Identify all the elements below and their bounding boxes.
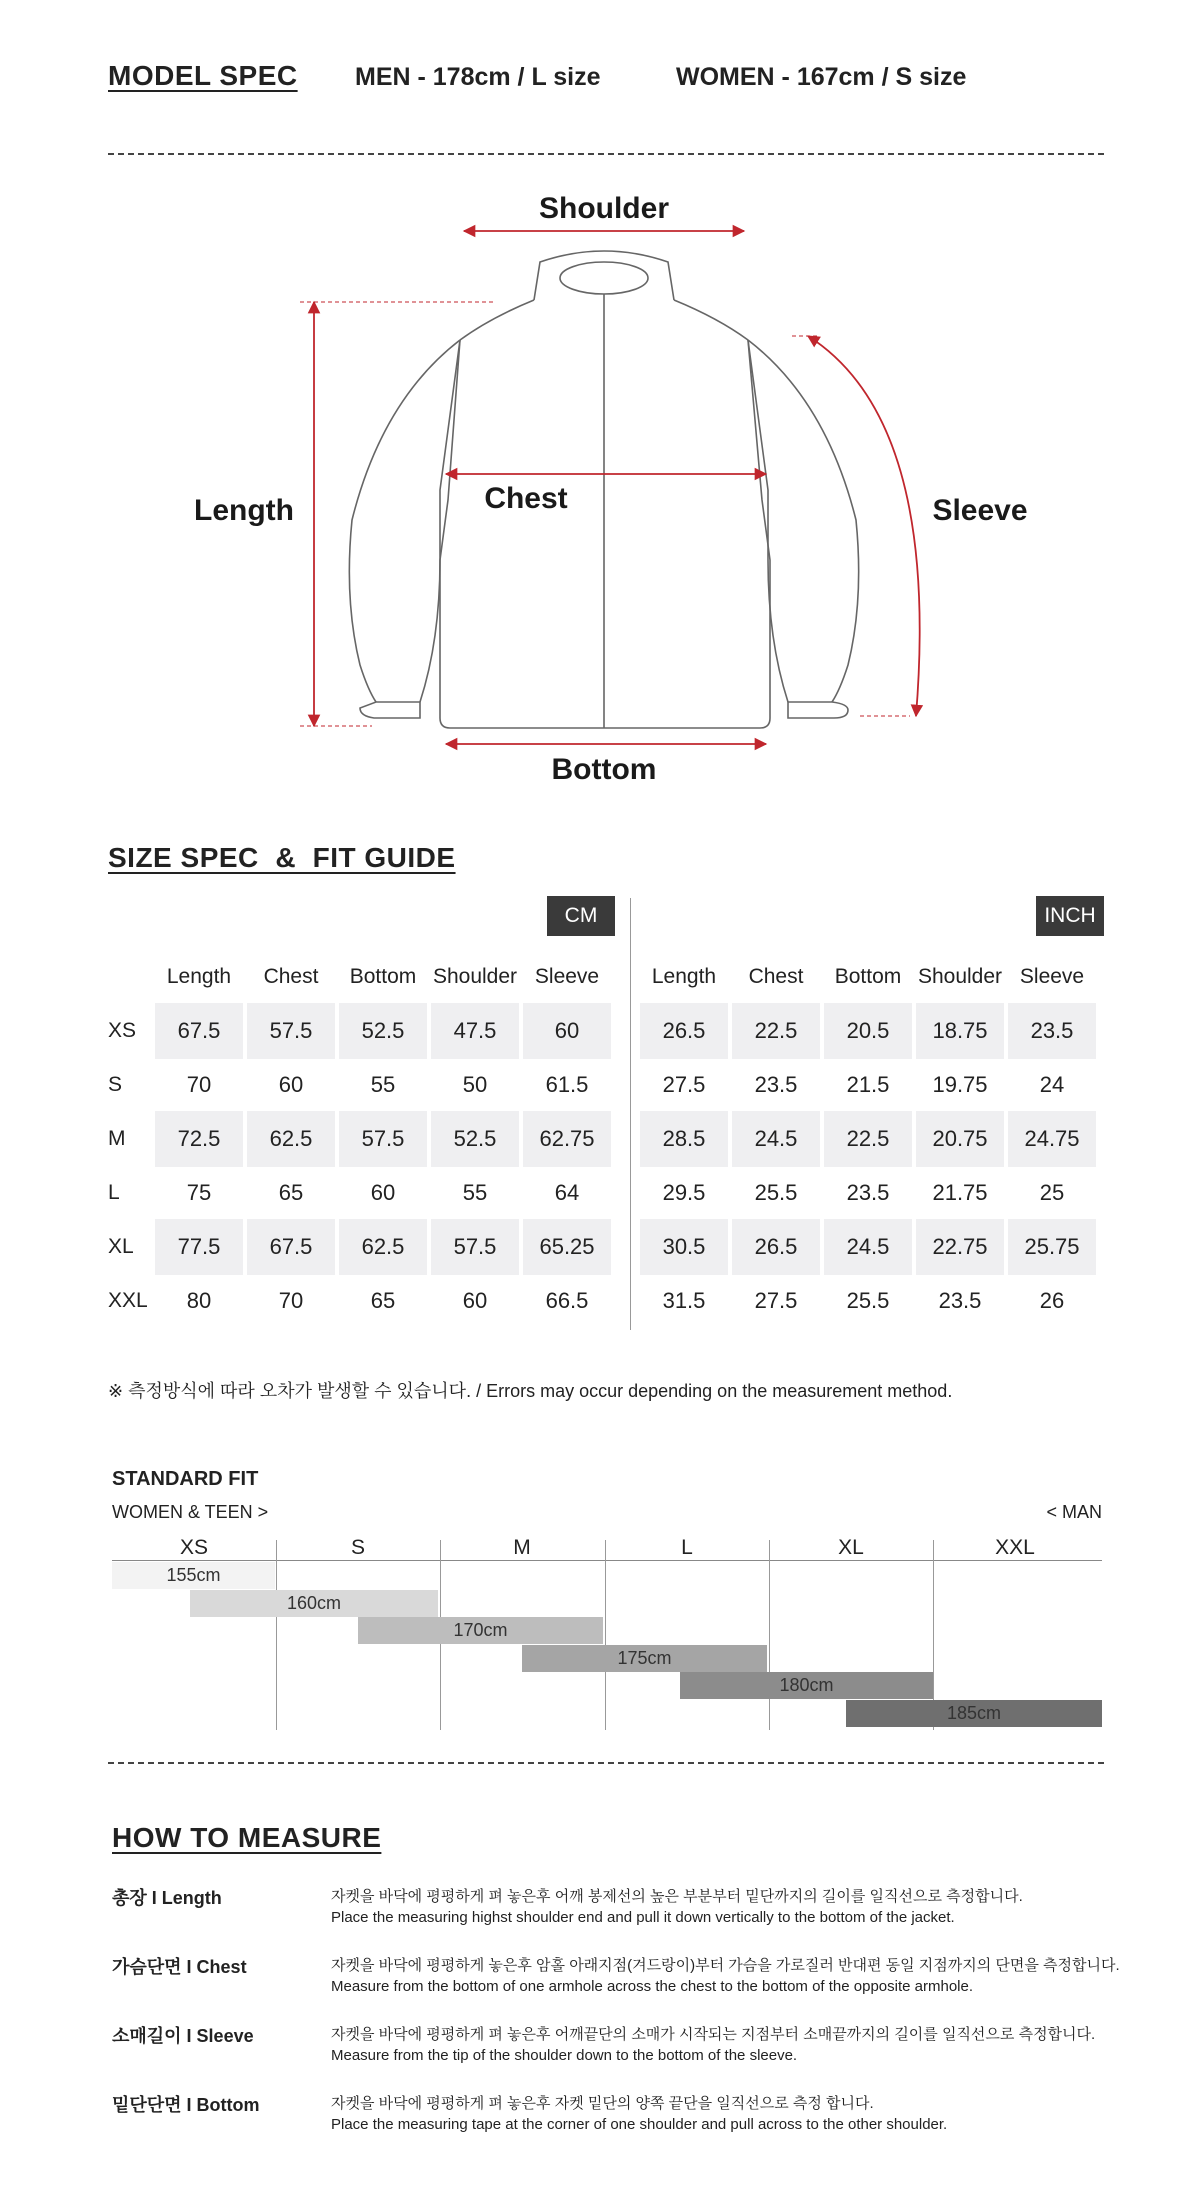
cm-table-cell: 65 xyxy=(370,1288,396,1313)
fit-size-label: M xyxy=(513,1536,531,1559)
size-row-label: M xyxy=(108,1127,126,1150)
inch-table-cell: 24.75 xyxy=(1008,1111,1096,1167)
divider-top xyxy=(108,153,1104,155)
cm-table-cell: 55 xyxy=(462,1180,488,1205)
model-spec-men: MEN - 178cm / L size xyxy=(355,63,601,91)
inch-table-cell: 19.75 xyxy=(932,1072,988,1097)
measurement-note: ※ 측정방식에 따라 오차가 발생할 수 있습니다. / Errors may occur depending on the measurement method. xyxy=(108,1381,953,1401)
inch-table-cell: 23.5 xyxy=(938,1288,982,1313)
fit-size-label: XL xyxy=(838,1536,864,1559)
fit-height-bar: 160cm xyxy=(190,1590,438,1617)
cm-col-header: Chest xyxy=(263,965,319,988)
cm-table-cell: 60 xyxy=(370,1180,396,1205)
unit-badge-inch: INCH xyxy=(1036,896,1104,936)
cm-table-cell: 62.5 xyxy=(247,1111,335,1167)
cm-table-cell: 60 xyxy=(523,1003,611,1059)
cm-col-header: Bottom xyxy=(349,965,417,988)
inch-col-header: Bottom xyxy=(834,965,902,988)
measure-item-english: Measure from the tip of the shoulder down to the bottom of the sleeve. xyxy=(331,2047,798,2064)
fit-size-label: L xyxy=(681,1536,693,1559)
label-length: Length xyxy=(194,494,294,527)
inch-table-cell: 29.5 xyxy=(662,1180,706,1205)
inch-col-header: Sleeve xyxy=(1019,965,1085,988)
cm-table-cell: 60 xyxy=(462,1288,488,1313)
fit-height-bar: 170cm xyxy=(358,1617,603,1644)
measure-item-korean: 자켓을 바닥에 평평하게 펴 놓은후 어깨 봉제선의 높은 부분부터 밑단까지의 길이를 일직선으로 측정합니다. xyxy=(331,1888,1023,1905)
cm-col-header: Shoulder xyxy=(432,965,518,988)
cm-table-cell: 50 xyxy=(462,1072,488,1097)
fit-women-label: WOMEN & TEEN > xyxy=(112,1502,269,1522)
inch-col-header: Shoulder xyxy=(917,965,1003,988)
label-sleeve: Sleeve xyxy=(932,494,1028,527)
inch-table-cell: 24 xyxy=(1039,1072,1065,1097)
size-row-label: XXL xyxy=(108,1289,148,1312)
how-to-measure-title: HOW TO MEASURE xyxy=(112,1822,382,1853)
cm-table-cell: 52.5 xyxy=(339,1003,427,1059)
cm-col-header: Length xyxy=(166,965,232,988)
measurement-arrows xyxy=(300,231,920,744)
size-row-label: S xyxy=(108,1073,123,1096)
cm-table-cell: 65.25 xyxy=(523,1219,611,1275)
inch-table-cell: 31.5 xyxy=(662,1288,706,1313)
inch-table-cell: 25.75 xyxy=(1008,1219,1096,1275)
measure-item-korean: 자켓을 바닥에 평평하게 펴 놓은후 자켓 밑단의 양쪽 끝단을 일직선으로 측정 합니다. xyxy=(331,2095,874,2112)
cm-table-cell: 75 xyxy=(186,1180,212,1205)
inch-table-cell: 28.5 xyxy=(640,1111,728,1167)
cm-table-cell: 57.5 xyxy=(247,1003,335,1059)
jacket-measurement-diagram xyxy=(0,185,1200,795)
inch-table-cell: 30.5 xyxy=(640,1219,728,1275)
inch-table-cell: 22.5 xyxy=(732,1003,820,1059)
inch-table-cell: 25 xyxy=(1039,1180,1065,1205)
cm-table-cell: 57.5 xyxy=(339,1111,427,1167)
inch-table-cell: 21.5 xyxy=(846,1072,890,1097)
inch-table-cell: 23.5 xyxy=(846,1180,890,1205)
fit-column-divider xyxy=(276,1540,277,1730)
fit-column-divider xyxy=(605,1540,606,1730)
measure-item-english: Measure from the bottom of one armhole across the chest to the bottom of the opposite armhole. xyxy=(331,1978,974,1995)
fit-size-label: XXL xyxy=(995,1536,1035,1559)
size-spec-title: SIZE SPEC & FIT GUIDE xyxy=(108,842,456,873)
fit-size-label: XS xyxy=(179,1536,208,1559)
unit-badge-cm: CM xyxy=(547,896,615,936)
inch-table-cell: 20.75 xyxy=(916,1111,1004,1167)
label-shoulder: Shoulder xyxy=(538,192,670,225)
inch-table-cell: 22.75 xyxy=(916,1219,1004,1275)
jacket-outline xyxy=(349,251,858,728)
fit-height-bar: 175cm xyxy=(522,1645,767,1672)
label-bottom: Bottom xyxy=(551,753,657,786)
standard-fit-title: STANDARD FIT xyxy=(112,1468,259,1490)
cm-table-cell: 67.5 xyxy=(155,1003,243,1059)
measure-item-label: 가슴단면 I Chest xyxy=(112,1957,247,1977)
cm-table-cell: 57.5 xyxy=(431,1219,519,1275)
cm-table-cell: 47.5 xyxy=(431,1003,519,1059)
measure-item-label: 밑단단면 I Bottom xyxy=(112,2095,260,2115)
inch-table-cell: 21.75 xyxy=(932,1180,988,1205)
measure-item-english: Place the measuring highst shoulder end and pull it down vertically to the bottom of the jacket. xyxy=(331,1909,955,1926)
model-spec-title: MODEL SPEC xyxy=(108,60,298,91)
size-row-label: L xyxy=(108,1181,120,1204)
fit-size-label: S xyxy=(350,1536,365,1559)
fit-man-label: < MAN xyxy=(1046,1502,1102,1522)
cm-table-cell: 62.75 xyxy=(523,1111,611,1167)
inch-table-cell: 25.5 xyxy=(846,1288,890,1313)
cm-table-cell: 65 xyxy=(278,1180,304,1205)
measure-item-korean: 자켓을 바닥에 평평하게 펴 놓은후 어깨끝단의 소매가 시작되는 지점부터 소매끝까지의 길이를 일직선으로 측정합니다. xyxy=(331,2026,1096,2043)
inch-table-cell: 20.5 xyxy=(824,1003,912,1059)
measure-item-korean: 자켓을 바닥에 평평하게 놓은후 암홀 아래지점(겨드랑이)부터 가슴을 가로질러 반대편 동일 지점까지의 단면을 측정합니다. xyxy=(331,1957,1120,1974)
inch-col-header: Length xyxy=(651,965,717,988)
measure-item-label: 소매길이 I Sleeve xyxy=(112,2026,254,2046)
inch-col-header: Chest xyxy=(748,965,804,988)
cm-table-cell: 67.5 xyxy=(247,1219,335,1275)
cm-table-cell: 80 xyxy=(186,1288,212,1313)
cm-table-cell: 64 xyxy=(554,1180,580,1205)
cm-table-cell: 55 xyxy=(370,1072,396,1097)
label-chest: Chest xyxy=(484,482,568,515)
fit-axis-line xyxy=(112,1560,1102,1561)
inch-table-cell: 25.5 xyxy=(754,1180,798,1205)
measure-item-english: Place the measuring tape at the corner of one shoulder and pull across to the other shoulder. xyxy=(331,2116,948,2133)
fit-height-bar: 155cm xyxy=(112,1562,275,1589)
inch-table-cell: 26.5 xyxy=(640,1003,728,1059)
inch-table-cell: 27.5 xyxy=(754,1288,798,1313)
inch-table-cell: 26 xyxy=(1039,1288,1065,1313)
divider-bottom xyxy=(108,1762,1104,1764)
cm-table-cell: 66.5 xyxy=(545,1288,589,1313)
cm-table-cell: 61.5 xyxy=(545,1072,589,1097)
inch-table-cell: 22.5 xyxy=(824,1111,912,1167)
inch-table-cell: 24.5 xyxy=(732,1111,820,1167)
cm-table-cell: 52.5 xyxy=(431,1111,519,1167)
size-row-label: XS xyxy=(108,1019,137,1042)
cm-table-cell: 70 xyxy=(278,1288,304,1313)
fit-column-divider xyxy=(769,1540,770,1730)
cm-table-cell: 62.5 xyxy=(339,1219,427,1275)
cm-table-cell: 77.5 xyxy=(155,1219,243,1275)
cm-table-cell: 60 xyxy=(278,1072,304,1097)
cm-table-cell: 70 xyxy=(186,1072,212,1097)
size-row-label: XL xyxy=(108,1235,134,1258)
model-spec-women: WOMEN - 167cm / S size xyxy=(676,63,967,91)
cm-col-header: Sleeve xyxy=(534,965,600,988)
inch-table-cell: 27.5 xyxy=(662,1072,706,1097)
fit-height-bar: 185cm xyxy=(846,1700,1102,1727)
inch-table-cell: 23.5 xyxy=(754,1072,798,1097)
inch-table-cell: 24.5 xyxy=(824,1219,912,1275)
inch-table-cell: 23.5 xyxy=(1008,1003,1096,1059)
measure-item-label: 총장 I Length xyxy=(112,1888,222,1908)
table-separator xyxy=(630,898,631,1330)
cm-table-cell: 72.5 xyxy=(155,1111,243,1167)
inch-table-cell: 26.5 xyxy=(732,1219,820,1275)
inch-table-cell: 18.75 xyxy=(916,1003,1004,1059)
fit-height-bar: 180cm xyxy=(680,1672,933,1699)
